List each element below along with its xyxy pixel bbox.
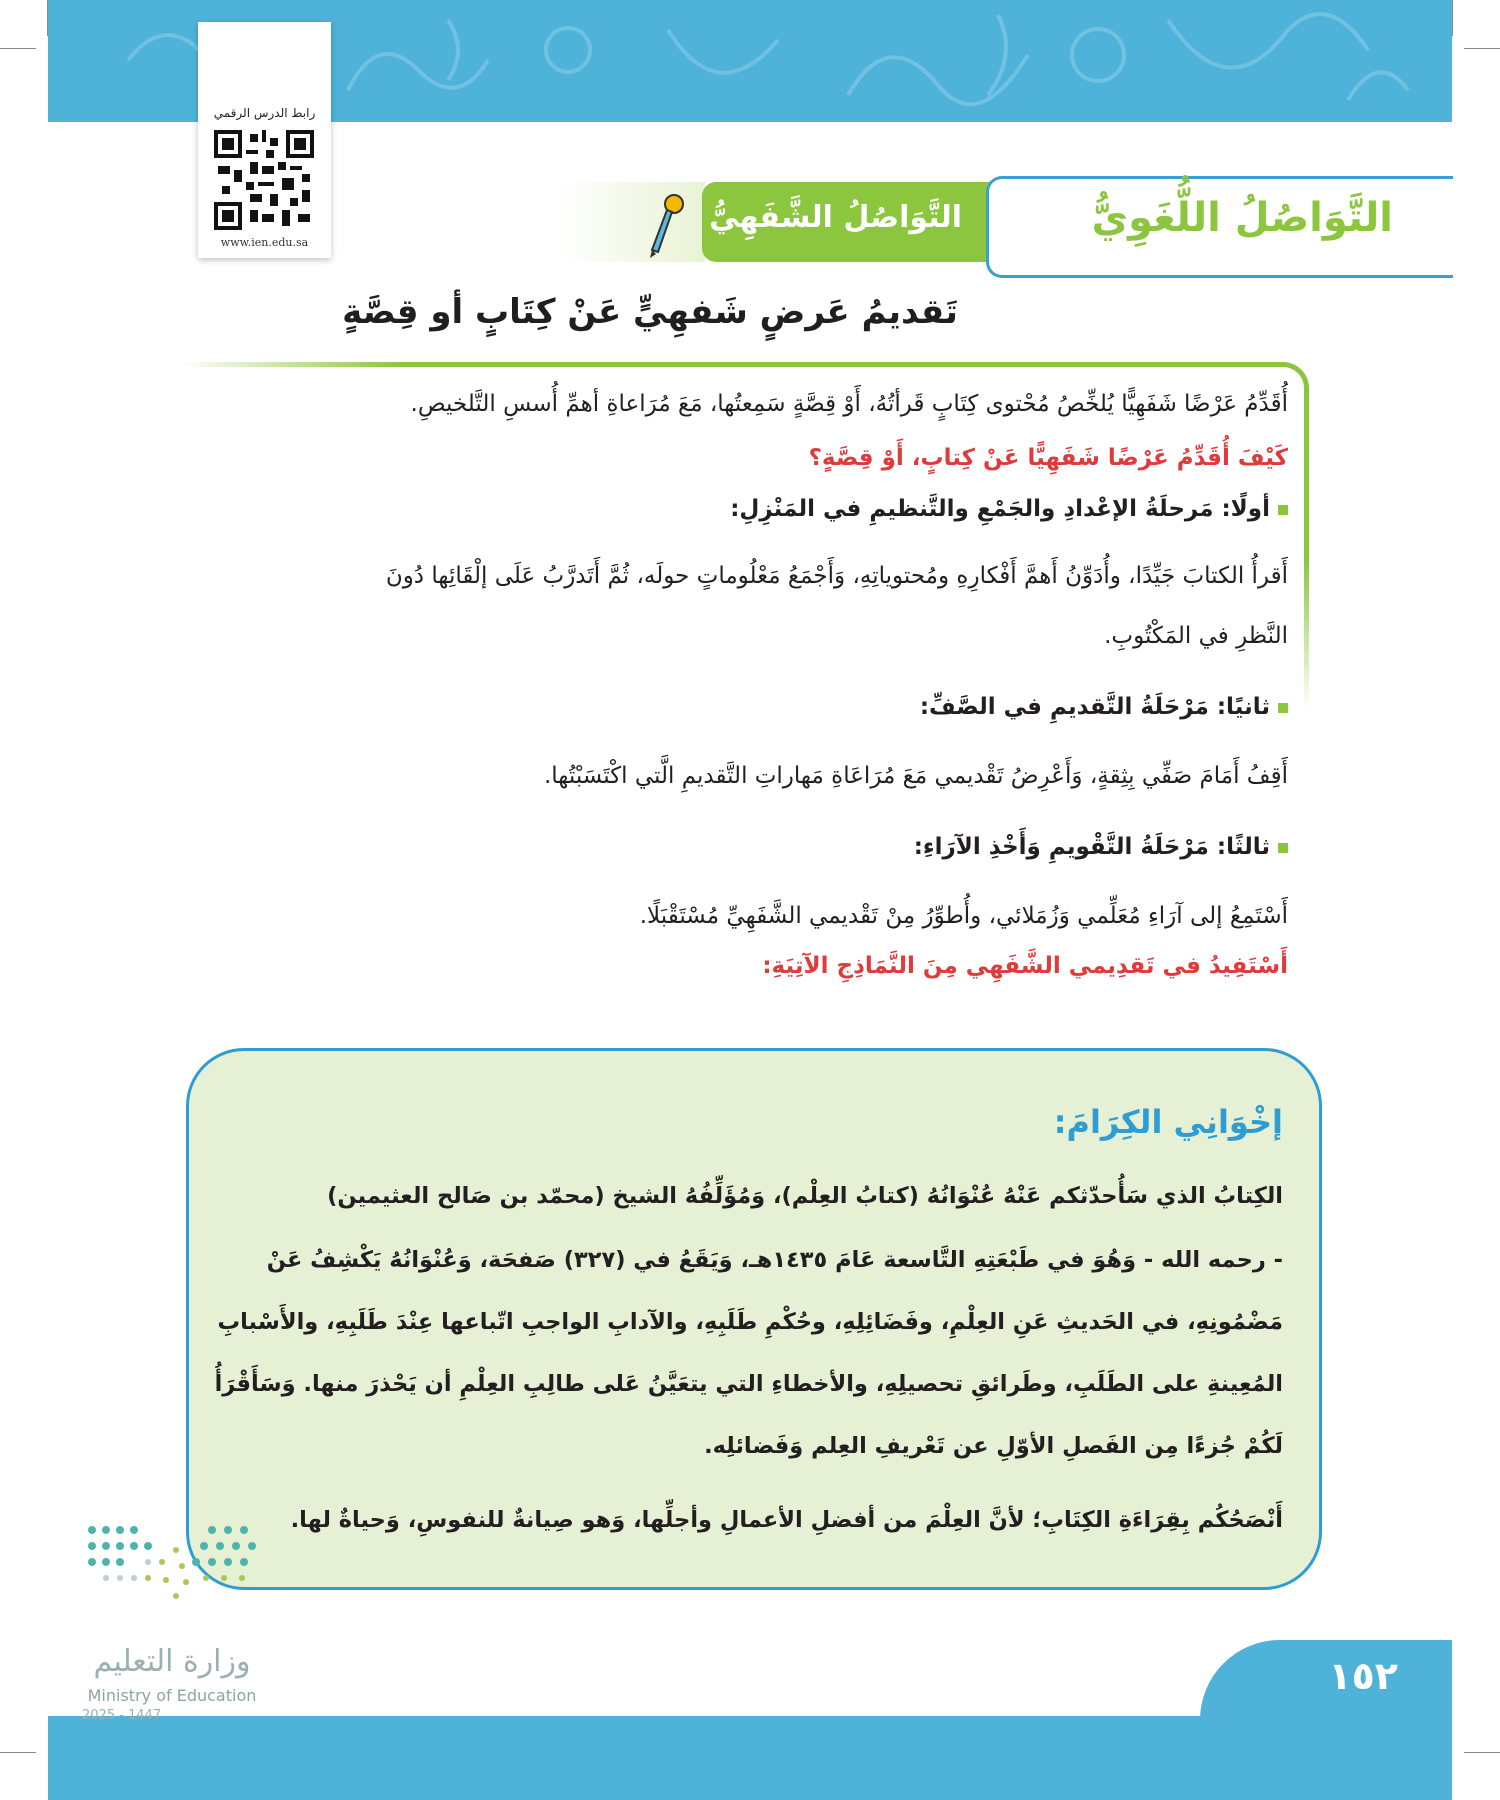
subsection-banner	[702, 182, 992, 262]
stage-1-text-line: النَّظرِ في المَكْتُوبِ.	[1104, 623, 1288, 649]
crop-mark	[1452, 0, 1453, 36]
example-line: لَكُمْ جُزءًا مِن الفَصلِ الأوّلِ عن تَعْريفِ العِلم وَفَضائلِه.	[704, 1433, 1283, 1459]
ministry-year: 2025 - 1447	[82, 1708, 162, 1723]
qr-code-icon[interactable]	[214, 130, 314, 230]
frame-fade	[180, 360, 400, 372]
stage-2-heading-text: ثانيًا: مَرْحَلَةُ التَّقديمِ في الصَّفِّ:	[919, 694, 1270, 720]
section-title: التَّوَاصُلُ اللُّغَوِيُّ	[1091, 195, 1393, 241]
page-number: ١٥٢	[1328, 1654, 1398, 1698]
models-intro: أَسْتَفِيدُ في تَقدِيمي الشَّفَهِي مِنَ النَّمَاذِجِ الآتِيَةِ:	[762, 953, 1288, 979]
example-heading: إخْوَانِي الكِرَامَ:	[1053, 1103, 1283, 1141]
qr-card[interactable]	[198, 22, 331, 258]
example-line: أَنْصَحُكُم بِقِرَاءَةِ الكِتَابِ؛ لأنَّ العِلْمَ من أفضلِ الأعمالِ وأجلِّها، وَهو صِيانةٌ للنفوسِ، وَحياةٌ لها.	[290, 1507, 1283, 1533]
stage-3-text: أَسْتَمِعُ إلى آرَاءِ مُعَلِّمي وَزُمَلائي، وأُطوِّرُ مِنْ تَقْديمي الشَّفَهِيِّ مُسْتَقْبَلًا.	[639, 903, 1288, 929]
crop-mark	[0, 48, 36, 49]
crop-mark	[1464, 1752, 1500, 1753]
qr-url[interactable]: www.ien.edu.sa	[220, 236, 309, 249]
page-number-tab	[1200, 1640, 1452, 1720]
section-banner	[986, 176, 1453, 278]
ministry-logo	[82, 1520, 272, 1723]
example-line: مَضْمُونِهِ، في الحَديثِ عَنِ العِلْمِ، وفَضَائِلِهِ، وحُكْمِ طَلَبِهِ، والآدابِ الواجبِ اتّباعها عِنْدَ طَلَبِهِ، والأَسْبابِ	[217, 1309, 1283, 1335]
stage-1-heading-text: أولًا: مَرحلَةُ الإعْدادِ والجَمْعِ والتَّنظيمِ في المَنْزِلِ:	[730, 496, 1270, 522]
ministry-name-ar: وزارة التعليم	[93, 1644, 251, 1679]
footer-band	[48, 1716, 1452, 1800]
example-line: - رحمه الله - وَهُوَ في طَبْعَتِهِ التَّاسعة عَامَ ١٤٣٥هـ، وَيَقَعُ في (٣٢٧) صَفحَة، وَعُنْوَانُهُ يَكْشِفُ عَنْ	[266, 1247, 1283, 1273]
lesson-title: تَقديمُ عَرضٍ شَفهِيٍّ عَنْ كِتَابٍ أو قِصَّةٍ	[342, 292, 958, 332]
stage-3-heading	[248, 834, 1288, 860]
crop-mark	[1464, 48, 1500, 49]
example-line: الكِتابُ الذي سَأُحدّثكم عَنْهُ عُنْوَانُهُ (كتابُ العِلْم)، وَمُؤَلِّفُهُ الشيخ (محمّد بن صَالح العثيمين)	[327, 1183, 1283, 1209]
ministry-dots-icon	[82, 1520, 272, 1640]
qr-label: رابط الدرس الرقمي	[213, 106, 316, 120]
stage-1-text-line: أَقرأُ الكتابَ جَيِّدًا، وأُدَوِّنُ أَهمَّ أَفْكارِهِ ومُحتوياتِهِ، وَأَجْمَعُ مَعْلُوماتٍ حولَه، ثُمَّ أَتَدرَّبُ عَلَى إلْقَائِها دُونَ	[385, 563, 1288, 589]
stage-1-heading	[248, 496, 1288, 522]
crop-mark	[0, 1752, 36, 1753]
subsection-title: التَّوَاصُلُ الشَّفَهِيُّ	[709, 200, 962, 235]
example-box	[186, 1048, 1322, 1590]
example-line: المُعِينةِ على الطَلَبِ، وطَرائقِ تحصيلِهِ، والأخطاءِ التي يتعَيَّنُ عَلى طالِبِ العِلْمِ أن يَحْذرَ منها. وَسَأَقْرَأُ	[214, 1371, 1283, 1397]
lesson-objective: أُقَدِّمُ عَرْضًا شَفَهِيًّا يُلخِّصُ مُحْتوى كِتَابٍ قَرأتُهُ، أَوْ قِصَّةٍ سَمِعتُها، مَعَ مُرَاعاةِ أهمِّ أُسسِ التَّلخيصِ.	[410, 391, 1288, 417]
stage-3-heading-text: ثالثًا: مَرْحَلَةُ التَّقْويمِ وَأَخْذِ الآرَاءِ:	[913, 834, 1270, 860]
ministry-name-en: Ministry of Education	[87, 1686, 257, 1705]
bullet-square-icon	[1278, 505, 1288, 515]
stage-2-heading	[248, 694, 1288, 720]
bullet-square-icon	[1278, 843, 1288, 853]
microphone-icon	[640, 192, 686, 262]
frame-fade	[1300, 560, 1312, 710]
bullet-square-icon	[1278, 703, 1288, 713]
stage-2-text: أَقِفُ أَمَامَ صَفِّي بِثِقةٍ، وَأَعْرِضُ تَقْديمي مَعَ مُرَاعَاةِ مَهاراتِ التَّقديمِ الَّتي اكْتَسَبْتُها.	[543, 763, 1288, 789]
lesson-question: كَيْفَ أُقَدِّمُ عَرْضًا شَفَهِيًّا عَنْ كِتابٍ، أَوْ قِصَّةٍ؟	[808, 445, 1288, 471]
